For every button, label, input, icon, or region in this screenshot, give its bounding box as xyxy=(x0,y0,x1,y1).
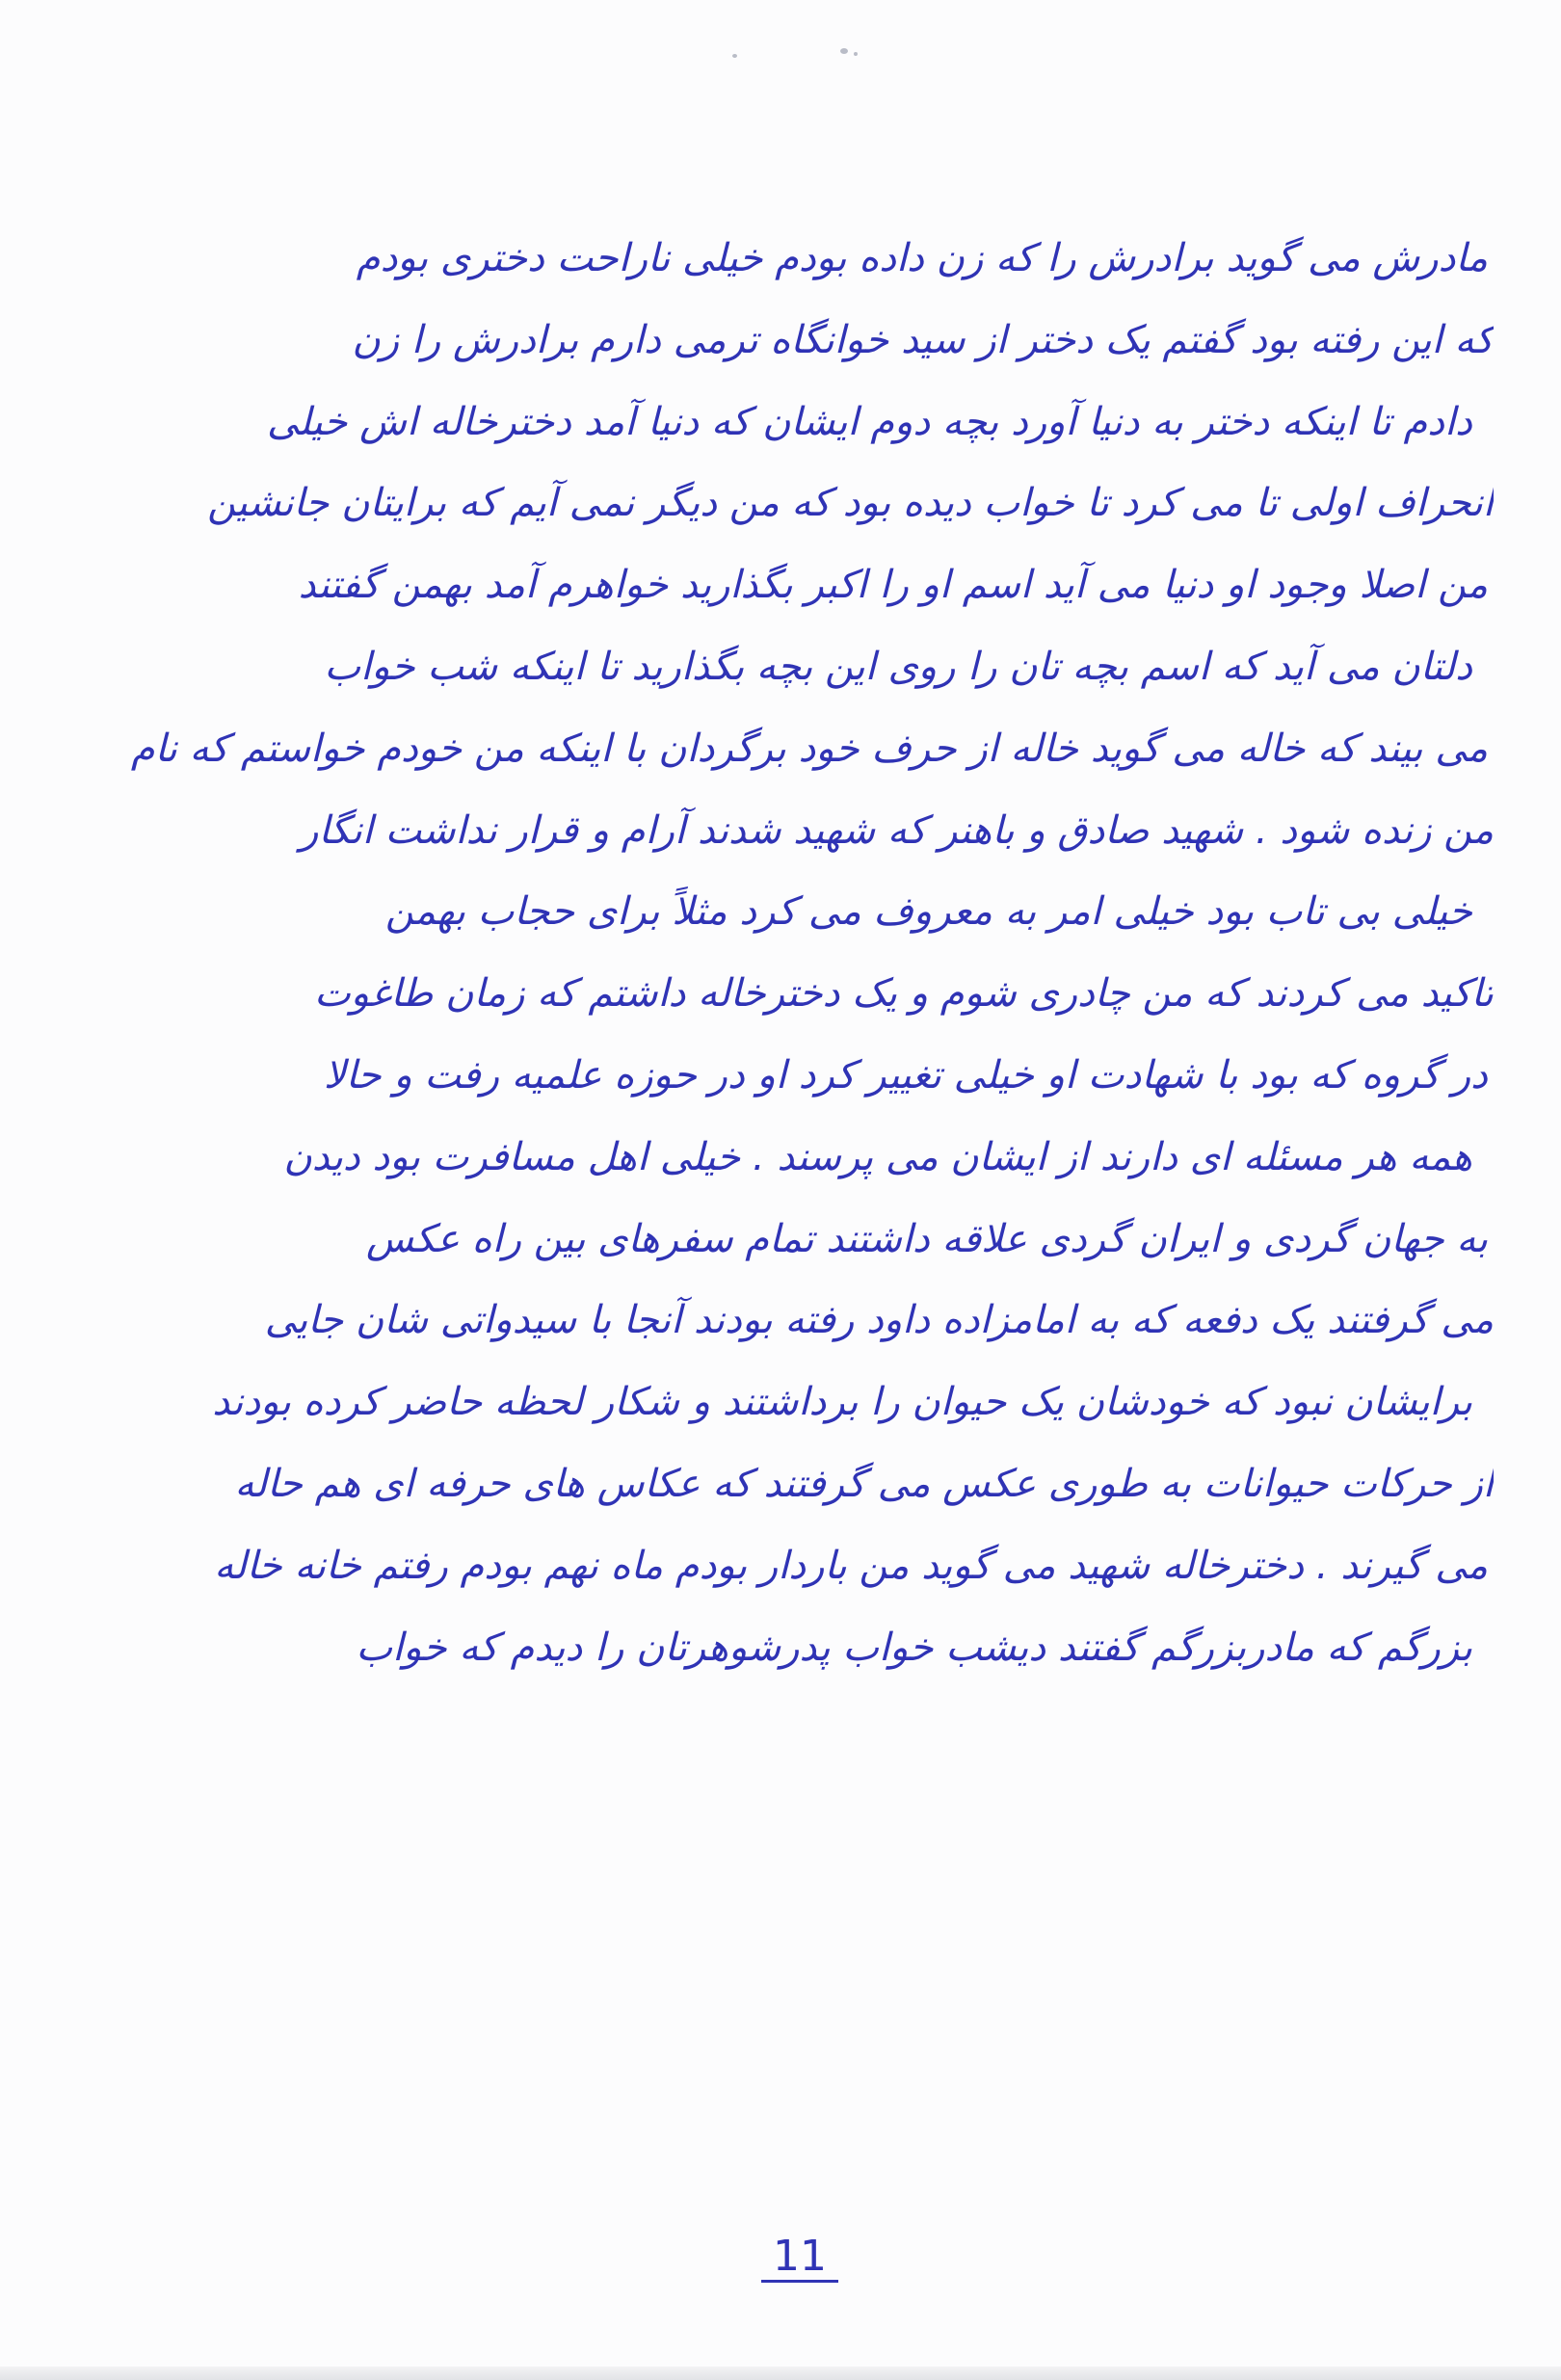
page-number: 11 xyxy=(761,2234,838,2283)
handwritten-line: در گروه که بود با شهادت او خیلی تغییر کرد او در حوزه علمیه رفت و حالا xyxy=(323,1052,1488,1097)
scan-specks xyxy=(732,46,886,66)
handwritten-line: بزرگم که مادربزرگم گفتند دیشب خواب پدرشوهرتان را دیدم که خواب xyxy=(356,1625,1472,1670)
handwritten-line: برایشان نبود که خودشان یک حیوان را برداشتند و شکار لحظه حاضر کرده بودند xyxy=(212,1380,1472,1425)
handwritten-line: انحراف اولی تا می کرد تا خواب دیده بود که من دیگر نمی آیم که برایتان جانشین xyxy=(207,481,1494,526)
handwritten-line: دادم تا اینکه دختر به دنیا آورد بچه دوم ایشان که دنیا آمد دخترخاله اش خیلی xyxy=(267,399,1472,444)
handwritten-line: من اصلا وجود او دنیا می آید اسم او را اکبر بگذارید خواهرم آمد بهمن گفتند xyxy=(298,563,1488,608)
scan-speck xyxy=(732,54,737,58)
handwritten-line: مادرش می گوید برادرش را که زن داده بودم خیلی ناراحت دختری بودم xyxy=(356,236,1488,280)
handwritten-line: همه هر مسئله ای دارند از ایشان می پرسند . خیلی اهل مسافرت بود دیدن xyxy=(283,1134,1472,1179)
scan-speck xyxy=(854,52,858,56)
handwritten-line: از حرکات حیوانات به طوری عکس می گرفتند که عکاس های حرفه ای هم حاله xyxy=(234,1461,1494,1506)
handwritten-line: می بیند که خاله می گوید خاله از حرف خود برگردان با اینکه من خودم خواستم که نام xyxy=(130,726,1488,771)
handwritten-text xyxy=(58,218,1494,1688)
handwritten-line: به جهان گردی و ایران گردی علاقه داشتند تمام سفرهای بین راه عکس xyxy=(366,1216,1488,1261)
handwritten-line: من زنده شود . شهید صادق و باهنر که شهید شدند آرام و قرار نداشت انگار xyxy=(300,807,1494,853)
handwritten-line: می گیرند . دخترخاله شهید می گوید من باردار بودم ماه نهم بودم رفتم خانه خاله xyxy=(214,1543,1488,1588)
handwritten-line: که این رفته بود گفتم یک دختر از سید خوانگاه ترمی دارم برادرش را زن xyxy=(352,317,1494,362)
handwritten-line: می گرفتند یک دفعه که به امامزاده داود رفته بودند آنجا با سیدواتی شان جایی xyxy=(264,1298,1494,1343)
scan-speck xyxy=(840,48,848,54)
handwritten-line: خیلی بی تاب بود خیلی امر به معروف می کرد مثلاً برای حجاب بهمن xyxy=(384,889,1472,935)
handwritten-line: تاکید می کردند که من چادری شوم و یک دخترخاله داشتم که زمان طاغوت xyxy=(314,971,1494,1017)
handwritten-line: دلتان می آید که اسم بچه تان را روی این بچه بگذارید تا اینکه شب خواب xyxy=(324,644,1472,689)
